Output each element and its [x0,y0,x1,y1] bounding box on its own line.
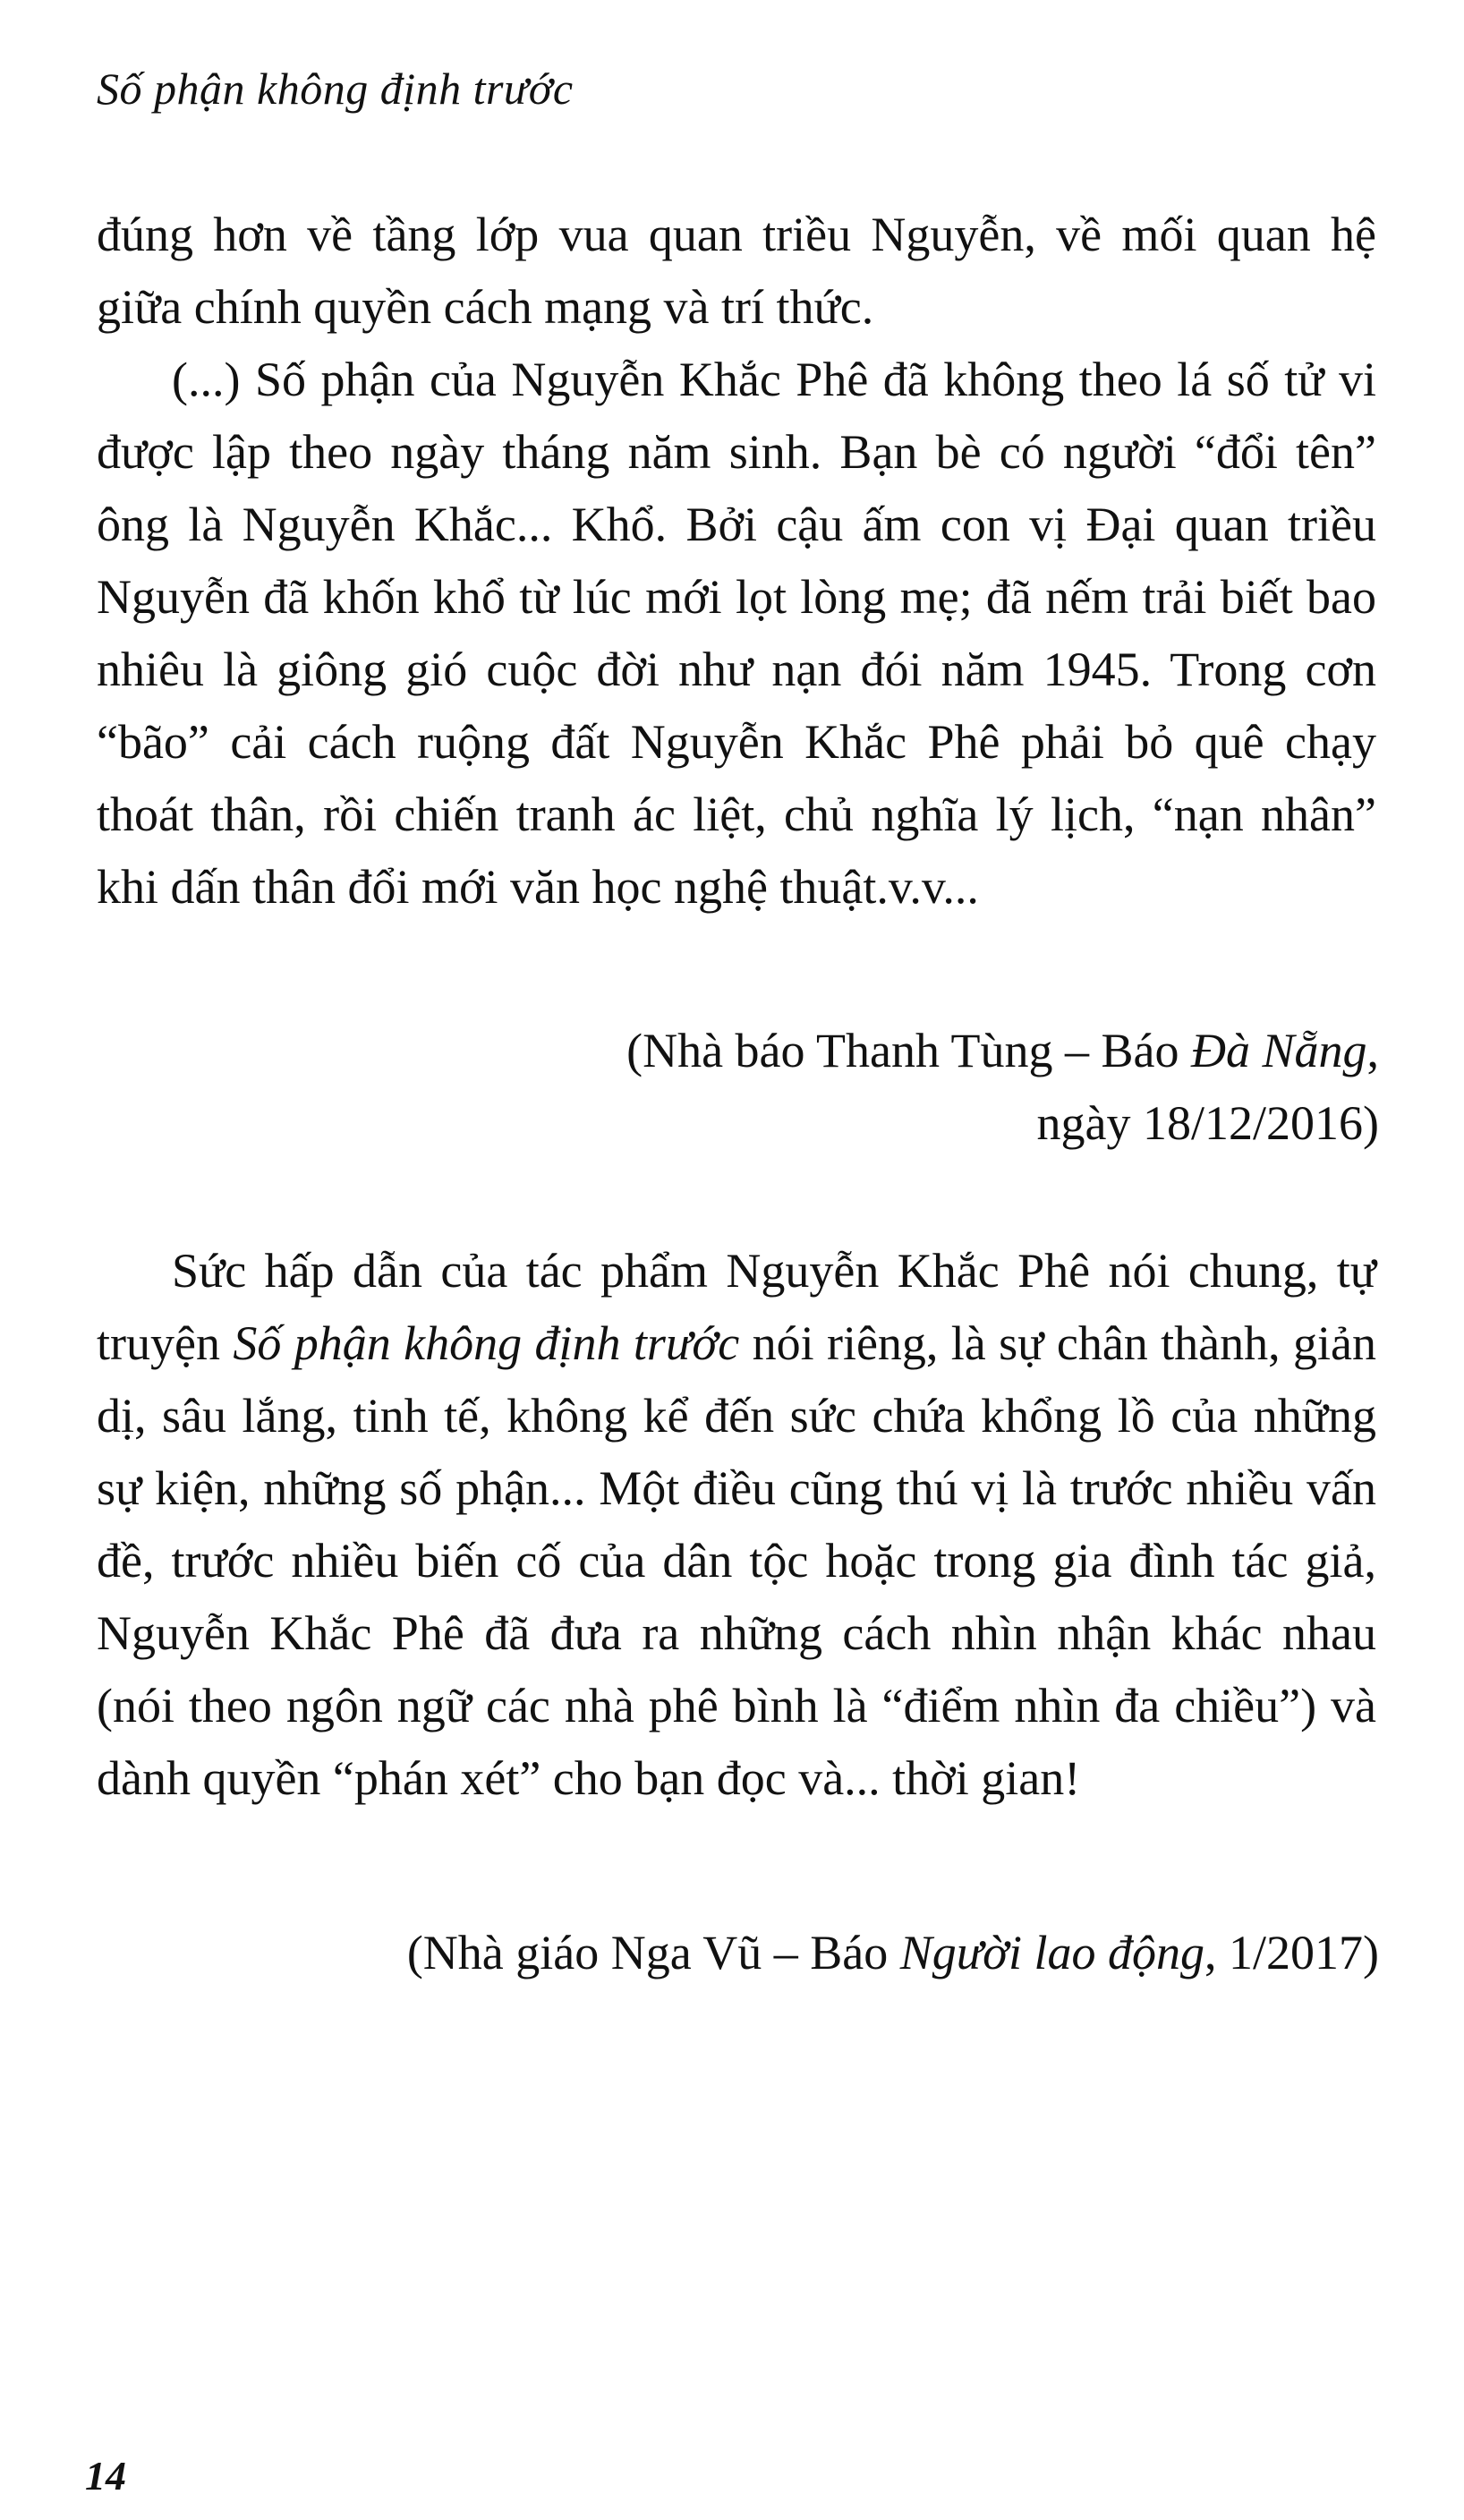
paragraph-quote-1: (...) Số phận của Nguyễn Khắc Phê đã không theo lá số tử vi được lập theo ngày tháng năm sinh. Bạn bè có người “đổi tên” ông là Nguyễn Khắc... Khổ. Bởi cậu ấm con vị Đại quan triều Nguyễn đã khốn khổ từ lúc mới lọt lòng mẹ; đã nếm trải biết bao nhiêu là giông gió cuộc đời như nạn đói năm 1945. Trong cơn “bão” cải cách ruộng đất Nguyễn Khắc Phê phải bỏ quê chạy thoát thân, rồi chiến tranh ác liệt, chủ nghĩa lý lịch, “nạn nhân” khi dấn thân đổi mới văn học nghệ thuật.v.v... [97,353,1376,914]
attribution-1-suffix: , [1366,1024,1379,1077]
attribution-1-publication: Đà Nẵng [1190,1024,1367,1077]
attribution-1 [216,1015,1379,1160]
paragraph-continuation: đúng hơn về tầng lớp vua quan triều Nguyễn, về mối quan hệ giữa chính quyền cách mạng và trí thức. [97,208,1376,334]
attribution-2-publication: Người lao động [899,1926,1204,1979]
attribution-1-prefix: (Nhà báo Thanh Tùng – Báo [626,1024,1191,1077]
page-number: 14 [85,2453,126,2499]
attribution-2 [216,1917,1379,1989]
attribution-1-date: ngày 18/12/2016) [1036,1096,1379,1150]
paragraph-quote-2 [97,1235,1376,1815]
paragraph-quote-2-after: nói riêng, là sự chân thành, giản dị, sâu lắng, tinh tế, không kể đến sức chứa khổng lồ của những sự kiện, những số phận... Một điều cũng thú vị là trước nhiều vấn đề, trước nhiều biến cố của dân tộc hoặc trong gia đình tác giả, Nguyễn Khắc Phê đã đưa ra những cách nhìn nhận khác nhau (nói theo ngôn ngữ các nhà phê bình là “điểm nhìn đa chiều”) và dành quyền “phán xét” cho bạn đọc và... thời gian! [97,1316,1377,1805]
paragraph-quote-2-before: Sức hấp dẫn của tác phẩm Nguyễn Khắc Phê nói chung, tự truyện [97,1244,1376,1370]
attribution-2-prefix: (Nhà giáo Nga Vũ – Báo [406,1926,900,1979]
attribution-2-suffix: , 1/2017) [1204,1926,1379,1979]
book-title: Số phận không định trước [233,1316,740,1370]
running-header: Số phận không định trước [97,64,574,114]
